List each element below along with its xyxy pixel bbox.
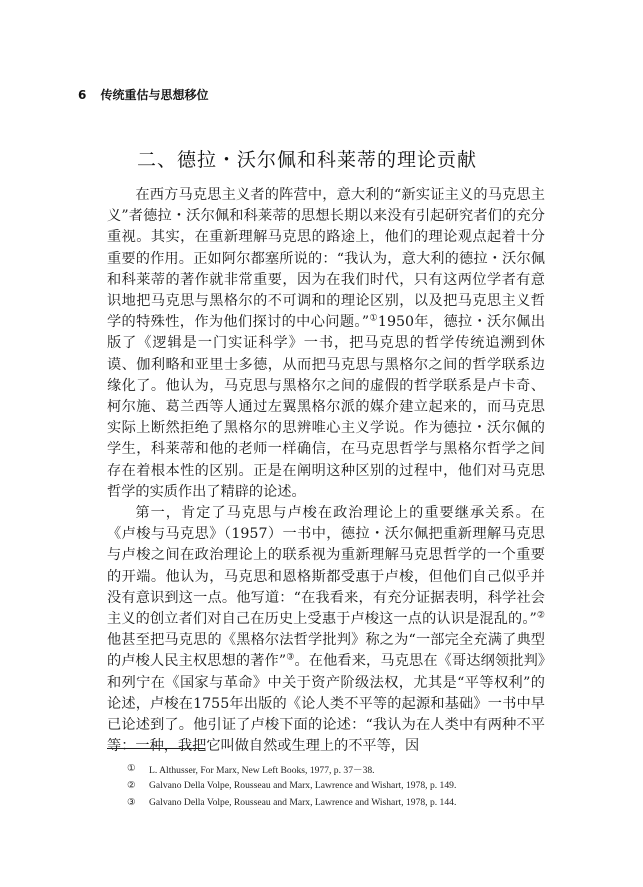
footnote-ref[interactable]: ③ [286, 652, 295, 663]
footnotes [127, 760, 547, 811]
footnote [127, 760, 547, 777]
footnote-text: Galvano Della Volpe, Rousseau and Marx, Lawrence and Wishart, 1978, p. 144. [149, 797, 457, 808]
footnote-text: Galvano Della Volpe, Rousseau and Marx, Lawrence and Wishart, 1978, p. 149. [149, 780, 457, 791]
footnote-ref[interactable]: ② [536, 610, 545, 621]
page-number: 6 [78, 88, 87, 102]
paragraph [107, 503, 545, 757]
text-run: 他甚至把马克思的《黑格尔法哲学批判》称之为“一部完全充满了典型的卢梭人民主权思想的著作” [107, 632, 545, 670]
text-run: 。在他看来，马克思在《哥达纲领批判》和列宁在《国家与革命》中关于资产阶级法权，尤其是“平等权利”的论述，卢梭在1755年出版的《论人类不平等的起源和基础》一书中早已论述到了。他引证了卢梭下面的论述：“我认为在人类中有两种不平等：一种，我把它叫做自然或生理上的不平等，因 [107, 653, 545, 755]
footnote-mark: ① [127, 763, 136, 774]
section-title: 二、德拉・沃尔佩和科莱蒂的理论贡献 [137, 149, 478, 171]
footnote-mark: ③ [127, 797, 136, 808]
footnote-ref[interactable]: ① [369, 313, 378, 324]
footnote-text: L. Althusser, For Marx, New Left Books, 1977, p. 37－38. [149, 764, 375, 776]
body-text [107, 185, 545, 757]
running-head [78, 86, 209, 103]
text-run: 在西方马克思主义者的阵营中，意大利的“新实证主义的马克思主义”者德拉・沃尔佩和科莱蒂的思想长期以来没有引起研究者们的充分重视。其实，在重新理解马克思的路途上，他们的理论观点起着十分重要的作用。正如阿尔都塞所说的：“我认为，意大利的德拉・沃尔佩和科莱蒂的著作就非常重要，因为在我们时代，只有这两位学者有意识地把马克思与黑格尔的不可调和的理论区别，以及把马克思主义哲学的特殊性，作为他们探讨的中心问题。” [107, 187, 545, 331]
footnote-mark: ② [127, 780, 136, 791]
footnote [127, 777, 547, 794]
text-run: 1950年，德拉・沃尔佩出版了《逻辑是一门实证科学》一书，把马克思的哲学传统追溯到休谟、伽利略和亚里士多德，从而把马克思与黑格尔之间的哲学联系边缘化了。他认为，马克思与黑格尔之间的虚假的哲学联系是卢卡奇、柯尔施、葛兰西等人通过左翼黑格尔派的媒介建立起来的，而马克思实际上断然拒绝了黑格尔的思辨唯心主义学说。作为德拉・沃尔佩的学生，科莱蒂和他的老师一样确信，在马克思哲学与黑格尔哲学之间存在着根本性的区别。正是在阐明这种区别的过程中，他们对马克思哲学的实质作出了精辟的论述。 [107, 314, 546, 500]
paragraph [107, 185, 545, 503]
footnote [127, 794, 547, 811]
book-title: 传统重估与思想移位 [100, 88, 209, 102]
footnote-divider [107, 748, 205, 749]
text-run: 第一，肯定了马克思与卢梭在政治理论上的重要继承关系。在《卢梭与马克思》（1957）一书中，德拉・沃尔佩把重新理解马克思与卢梭之间在政治理论上的联系视为重新理解马克思哲学的一个重要的开端。他认为，马克思和恩格斯都受惠于卢梭，但他们自己似乎并没有意识到这一点。他写道：“在我看来，有充分证据表明，科学社会主义的创立者们对自己在历史上受惠于卢梭这一点的认识是混乱的。” [107, 505, 545, 628]
